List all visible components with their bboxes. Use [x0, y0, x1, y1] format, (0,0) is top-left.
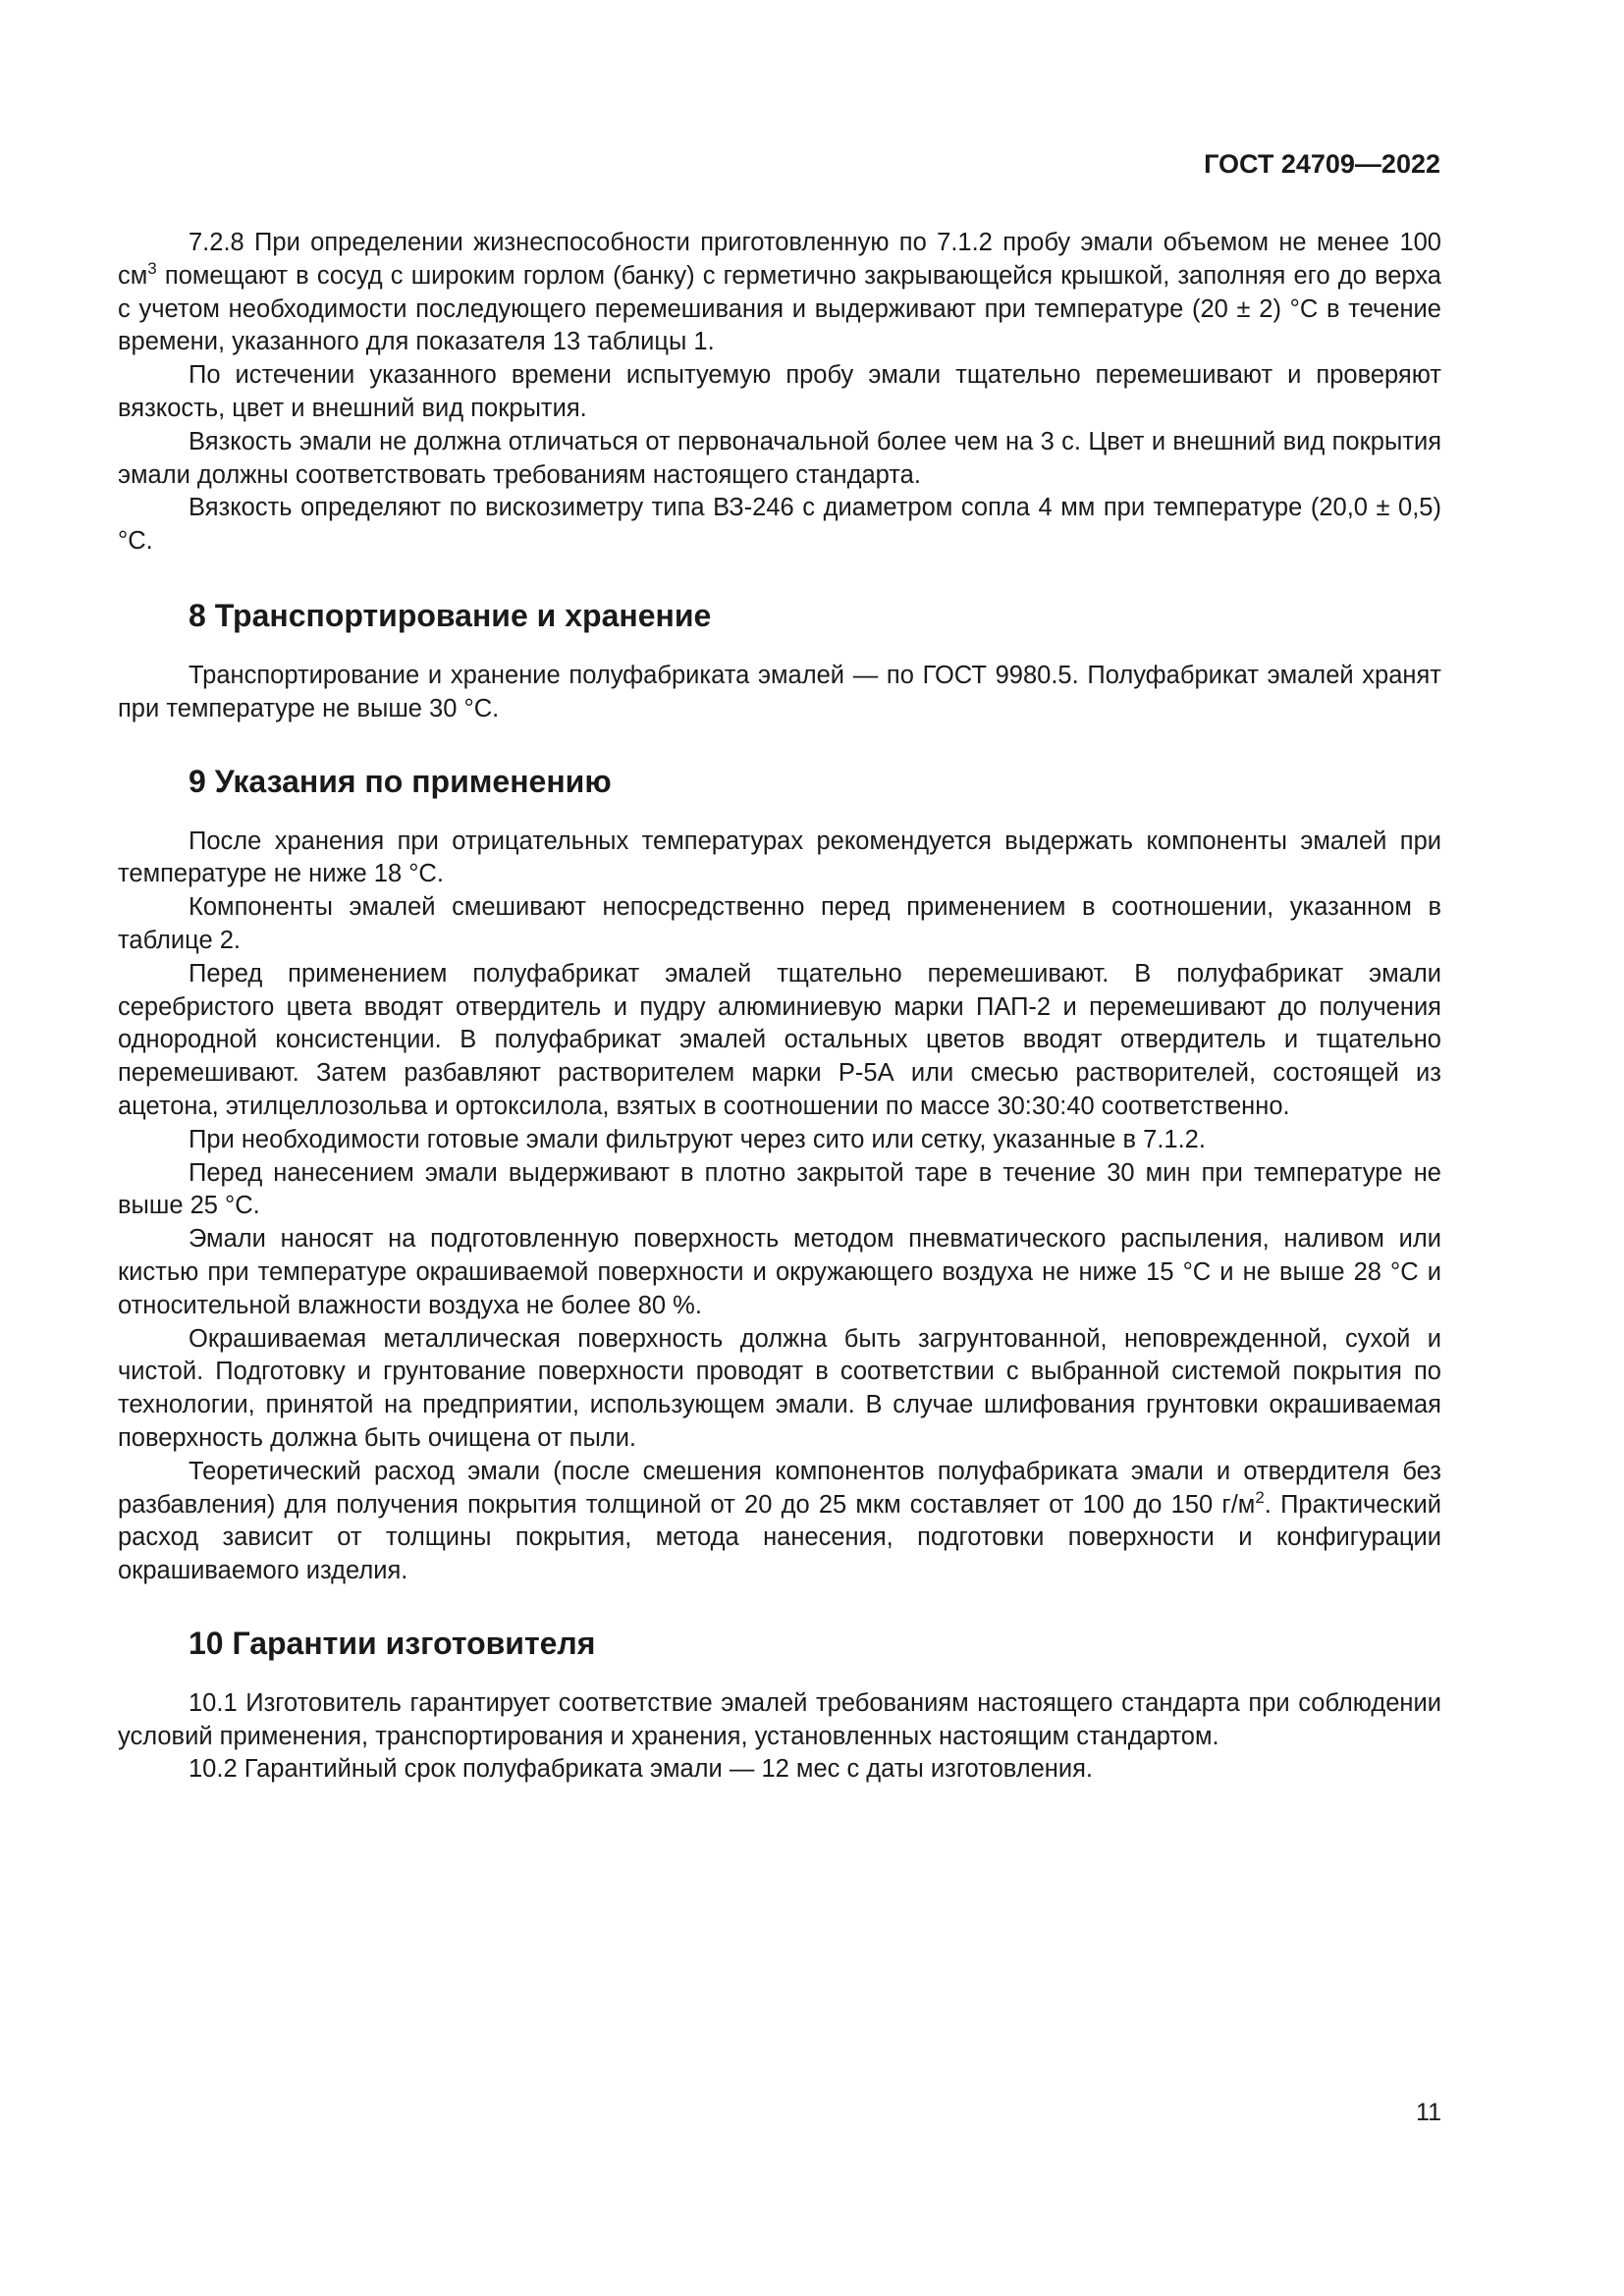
section-heading-9: 9 Указания по применению — [189, 763, 612, 799]
paragraph: Перед нанесением эмали выдерживают в плотно закрытой таре в течение 30 мин при температуре не выше 25 °C. — [118, 1158, 1441, 1220]
paragraph-text: . Практический расход зависит от толщины покрытия, метода нанесения, подготовки поверхности и конфигурации окрашиваемого изделия. — [118, 1490, 1441, 1585]
page-number: 11 — [1416, 2099, 1441, 2126]
paragraph: По истечении указанного времени испытуемую пробу эмали тщательно перемешивают и проверяют вязкость, цвет и внешний вид покрытия. — [118, 361, 1441, 422]
paragraph: Эмали наносят на подготовленную поверхность методом пневматического распыления, наливом или кистью при температуре окрашиваемой поверхности и окружающего воздуха не ниже 15 °C и не выше 28 °C и относительной влажности воздуха не более 80 %. — [118, 1225, 1441, 1319]
paragraph: После хранения при отрицательных температурах рекомендуется выдержать компоненты эмалей при температуре не ниже 18 °C. — [118, 827, 1441, 888]
superscript: 2 — [1255, 1487, 1265, 1507]
paragraph: 10.2 Гарантийный срок полуфабриката эмали — 12 мес с даты изготовления. — [189, 1755, 1094, 1784]
paragraph-text: Теоретический расход эмали (после смешения компонентов полуфабриката эмали и отвердителя без разбавления) для получения покрытия толщиной от 20 до 25 мкм составляет от 100 до 150 г/м — [118, 1457, 1441, 1519]
page-content — [118, 227, 1441, 1787]
paragraph: 10.1 Изготовитель гарантирует соответствие эмалей требованиям настоящего стандарта при соблюдении условий применения, транспортирования и хранения, установленных настоящим стандартом. — [118, 1688, 1441, 1750]
paragraph: Перед применением полуфабрикат эмалей тщательно перемешивают. В полуфабрикат эмали серебристого цвета вводят отвердитель и пудру алюминиевую марки ПАП-2 и перемешивают до получения однородной консистенции. В полуфабрикат эмалей остальных цветов вводят отвердитель и тщательно перемешивают. Затем разбавляют растворителем марки Р-5А или смесью растворителей, состоящей из ацетона, этилцеллозольва и ортоксилола, взятых в соотношении по массе 30:30:40 соответственно. — [118, 959, 1441, 1120]
paragraph — [118, 1456, 1441, 1588]
paragraph: Вязкость определяют по вискозиметру типа ВЗ-246 с диаметром сопла 4 мм при температуре (20,0 ± 0,5) °C. — [118, 494, 1441, 556]
section-heading-8: 8 Транспортирование и хранение — [189, 597, 712, 633]
paragraph-text: помещают в сосуд с широким горлом (банку) с герметично закрывающейся крышкой, заполняя его до верха с учетом необходимости последующего перемешивания и выдерживают при температуре (20 ± 2) °C в течение времени, указанного для показателя 13 таблицы 1. — [118, 261, 1441, 356]
paragraph-text: 7.2.8 При определении жизнеспособности приготовленную по 7.1.2 пробу эмали объемом не менее 100 см — [118, 229, 1441, 290]
superscript: 3 — [147, 258, 157, 278]
paragraph: Окрашиваемая металлическая поверхность должна быть загрунтованной, неповрежденной, сухой и чистой. Подготовку и грунтование поверхности проводят в соответствии с выбранной системой покрытия по технологии, принятой на предприятии, использующем эмали. В случае шлифования грунтовки окрашиваемая поверхность должна быть очищена от пыли. — [118, 1324, 1441, 1452]
section-heading-10: 10 Гарантии изготовителя — [189, 1625, 596, 1661]
paragraph: Транспортирование и хранение полуфабриката эмалей — по ГОСТ 9980.5. Полуфабрикат эмалей хранят при температуре не выше 30 °C. — [118, 661, 1441, 722]
paragraph-7-2-8 — [118, 227, 1441, 359]
paragraph: Компоненты эмалей смешивают непосредственно перед применением в соотношении, указанном в таблице 2. — [118, 893, 1441, 954]
document-id-header: ГОСТ 24709—2022 — [1204, 149, 1440, 179]
paragraph: Вязкость эмали не должна отличаться от первоначальной более чем на 3 с. Цвет и внешний вид покрытия эмали должны соответствовать требованиям настоящего стандарта. — [118, 427, 1441, 489]
paragraph: При необходимости готовые эмали фильтруют через сито или сетку, указанные в 7.1.2. — [189, 1125, 1206, 1153]
